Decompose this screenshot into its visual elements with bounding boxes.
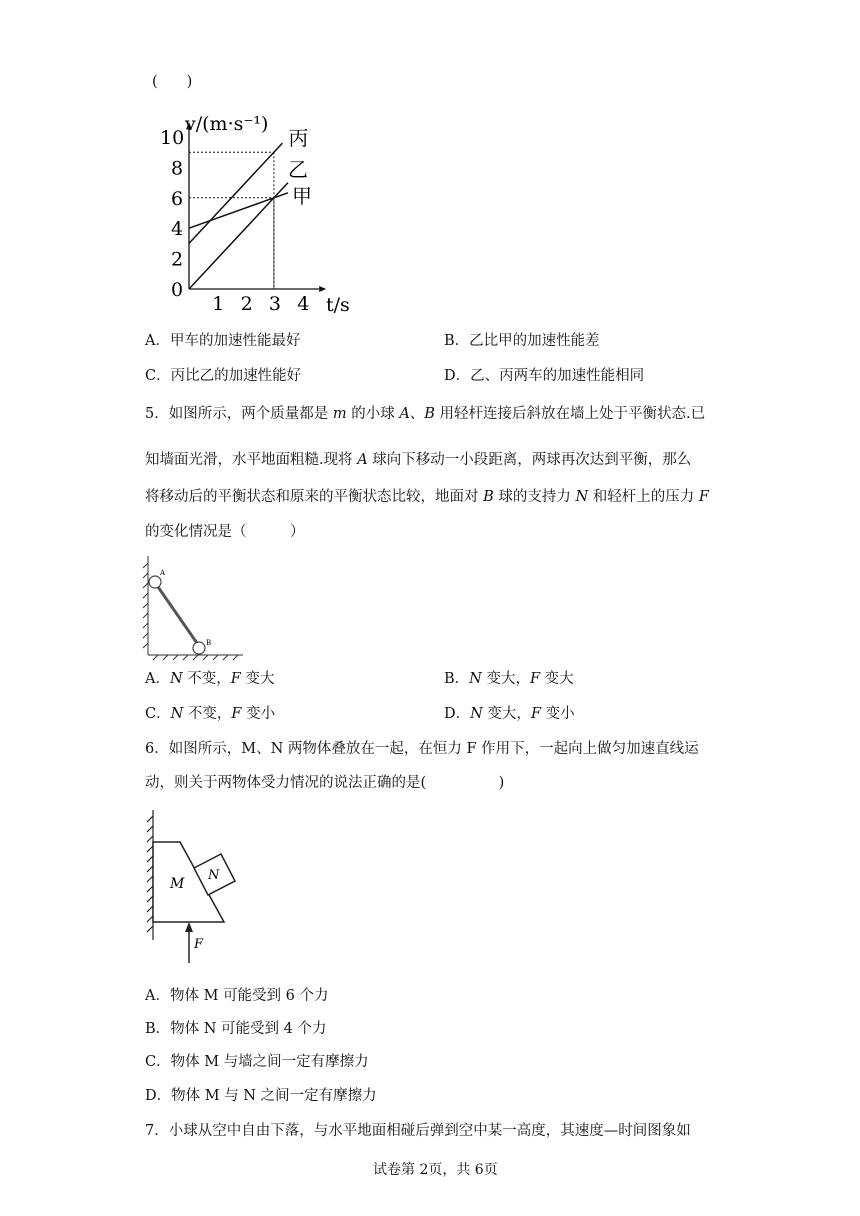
q5-option-d[interactable]: D．N 变大，F 变小 <box>444 706 575 722</box>
y-tick-6: 6 <box>171 187 184 210</box>
light-rod <box>156 584 199 646</box>
q6-option-c[interactable]: C．物体 M 与墙之间一定有摩擦力 <box>145 1054 369 1070</box>
ball-a <box>149 576 161 588</box>
series-label-3: 甲 <box>292 183 313 208</box>
q6-option-a[interactable]: A．物体 M 可能受到 6 个力 <box>145 988 329 1004</box>
x-tick-3: 3 <box>268 293 281 315</box>
y-tick-10: 10 <box>160 127 185 149</box>
q4-option-a[interactable]: A．甲车的加速性能最好 <box>145 333 301 349</box>
y-tick-2: 2 <box>171 248 184 271</box>
q5-line-1: 5．如图所示，两个质量都是 m 的小球 A、B 用轻杆连接后斜放在墙上处于平衡状态.已 <box>145 406 706 422</box>
q5-line-4: 的变化情况是（ ） <box>145 524 305 540</box>
q4-option-b[interactable]: B．乙比甲的加速性能差 <box>444 333 600 349</box>
x-axis-label: t/s <box>326 294 350 316</box>
x-tick-2: 2 <box>240 293 253 315</box>
chart-series <box>189 126 312 289</box>
q6-line-2: 动，则关于两物体受力情况的说法正确的是( ) <box>145 775 505 791</box>
y-tick-0: 0 <box>171 279 184 301</box>
q6-option-b[interactable]: B．物体 N 可能受到 4 个力 <box>145 1021 327 1037</box>
velocity-time-chart <box>150 105 360 315</box>
q7-line-1: 7．小球从空中自由下落，与水平地面相碰后弹到空中某一高度，其速度—时间图象如 <box>145 1123 691 1139</box>
block-m-label: M <box>170 876 185 892</box>
q5-line-3: 将移动后的平衡状态和原来的平衡状态比较，地面对 B 球的支持力 N 和轻杆上的压力 F <box>145 489 709 505</box>
ball-b <box>193 642 205 654</box>
chart-ticks <box>160 127 309 315</box>
q6-line-1: 6．如图所示，M、N 两物体叠放在一起，在恒力 F 作用下，一起向上做匀加速直线运 <box>145 741 699 757</box>
force-label: F <box>194 937 204 952</box>
q4-answer-bracket: ( ) <box>152 74 193 90</box>
wall-hatching <box>143 556 243 660</box>
rod-balls-figure <box>143 553 243 663</box>
q5-option-b[interactable]: B．N 变大，F 变大 <box>444 671 574 687</box>
q5-line-2: 知墙面光滑，水平地面粗糙.现将 A 球向下移动一小段距离，两球再次达到平衡，那么 <box>145 452 692 468</box>
q5-option-c[interactable]: C．N 不变，F 变小 <box>145 706 276 722</box>
y-tick-8: 8 <box>171 157 184 180</box>
wall-hatching <box>147 810 153 940</box>
series-line-1 <box>189 143 282 243</box>
q4-option-d[interactable]: D．乙、丙两车的加速性能相同 <box>444 368 645 384</box>
ball-b-label: B <box>206 639 212 647</box>
q6-option-d[interactable]: D．物体 M 与 N 之间一定有摩擦力 <box>145 1088 377 1104</box>
q4-option-c[interactable]: C．丙比乙的加速性能好 <box>145 368 302 384</box>
ball-a-label: A <box>160 569 166 577</box>
x-axis-arrow <box>319 286 326 292</box>
chart-guides <box>189 152 274 289</box>
page-footer: 试卷第 2页，共 6页 <box>373 1162 498 1178</box>
y-tick-4: 4 <box>171 218 184 241</box>
x-tick-1: 1 <box>212 293 225 315</box>
block-n-label: N <box>208 868 220 883</box>
x-tick-4: 4 <box>297 293 310 315</box>
series-label-1: 丙 <box>288 126 309 151</box>
q5-option-a[interactable]: A．N 不变，F 变大 <box>145 671 275 687</box>
blocks-figure <box>143 808 243 968</box>
series-label-2: 乙 <box>288 157 309 182</box>
y-axis-label: v/(m·s⁻¹) <box>185 113 269 135</box>
